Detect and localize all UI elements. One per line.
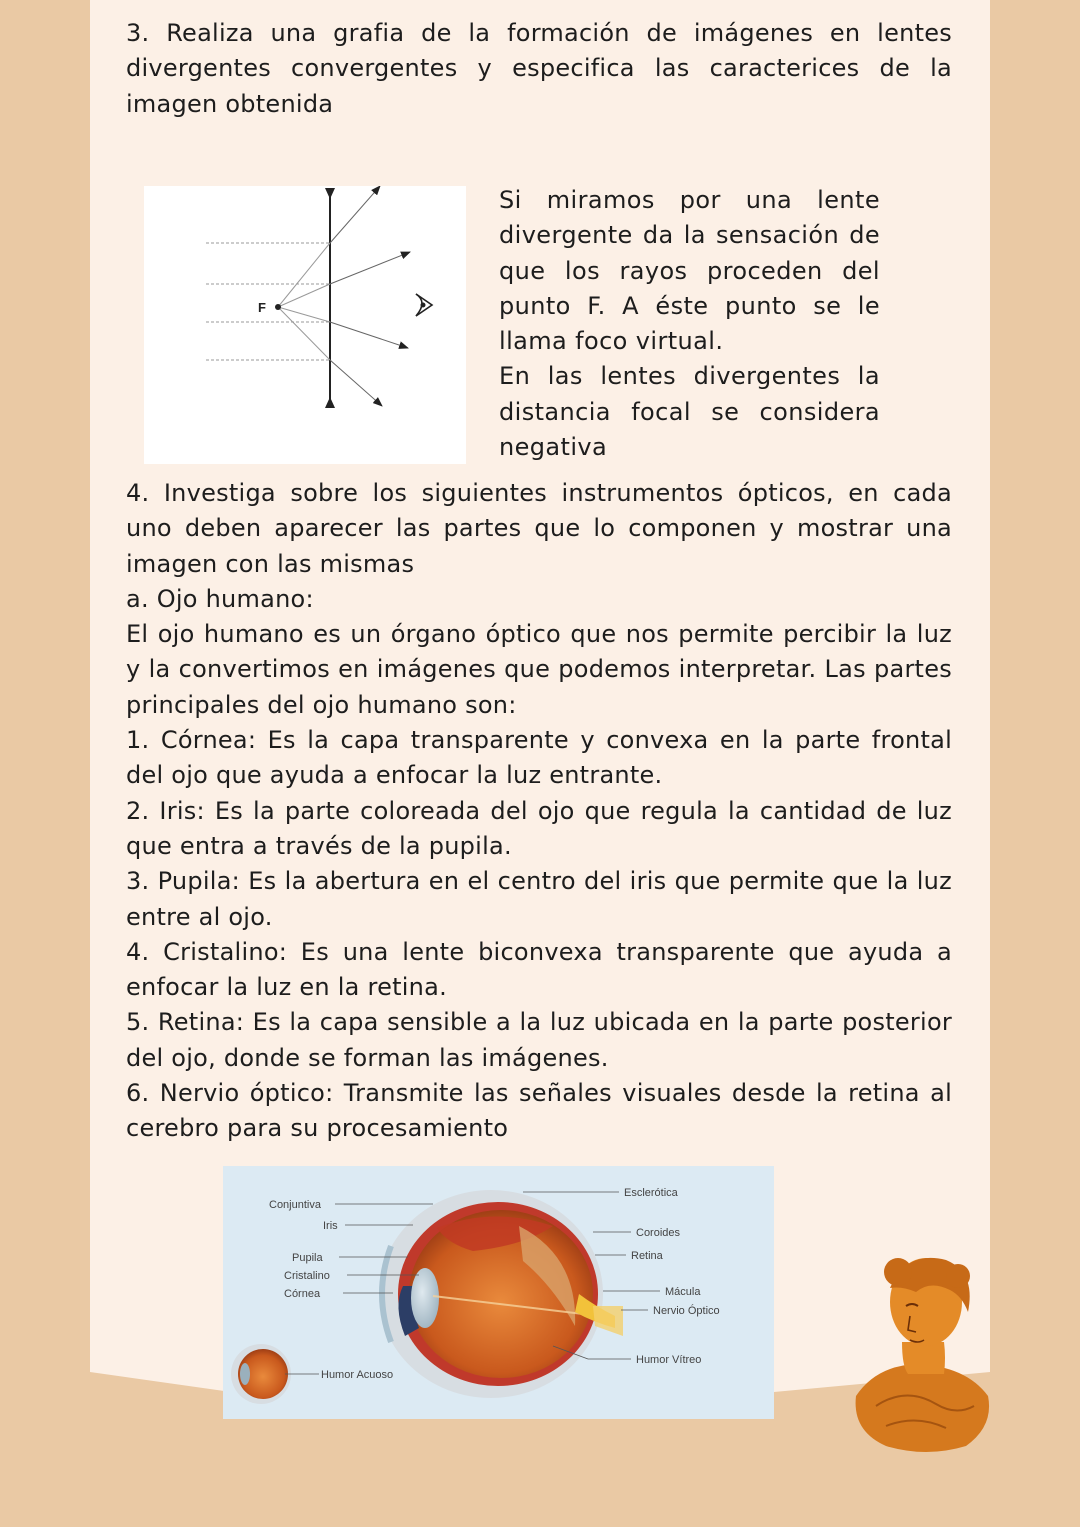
label-coroides: Coroides (636, 1227, 681, 1239)
focus-label: F (258, 300, 266, 315)
lens-description-2: En las lentes divergentes la distancia focal se considera negativa (499, 362, 880, 462)
label-pupila: Pupila (292, 1252, 323, 1264)
diverging-lens-figure (144, 186, 466, 464)
label-humor-acuoso: Humor Acuoso (321, 1369, 394, 1381)
label-retina: Retina (631, 1250, 663, 1262)
focus-point (275, 304, 281, 310)
section-4-heading: 4. Investiga sobre los siguientes instrumentos ópticos, en cada uno deben aparecer las partes que lo componen y mostrar una imagen con las mismas (126, 479, 952, 578)
label-esclerotica: Esclerótica (624, 1187, 678, 1199)
label-cristalino: Cristalino (284, 1270, 330, 1282)
eyeball-illustration (379, 1190, 623, 1398)
label-nervio-optico: Nervio Óptico (653, 1305, 720, 1317)
lens-description (499, 183, 880, 465)
section-4 (126, 476, 952, 1147)
label-conjuntiva: Conjuntiva (269, 1199, 321, 1211)
label-cornea: Córnea (284, 1288, 321, 1300)
eye-part-retina: 5. Retina: Es la capa sensible a la luz ubicada en la parte posterior del ojo, donde se forman las imágenes. (126, 1008, 952, 1072)
section-3-heading: 3. Realiza una grafia de la formación de imágenes en lentes divergentes convergentes y especifica las caracterices de la imagen obtenida (126, 19, 952, 118)
eye-intro: El ojo humano es un órgano óptico que nos permite percibir la luz y la convertimos en imágenes que podemos interpretar. Las partes principales del ojo humano son: (126, 620, 952, 719)
section-3 (126, 16, 952, 122)
label-macula: Mácula (665, 1286, 701, 1298)
eye-anatomy-figure (223, 1166, 774, 1419)
bust-illustration (846, 1246, 996, 1458)
eye-icon (416, 294, 432, 316)
eye-part-cornea: 1. Córnea: Es la capa transparente y convexa en la parte frontal del ojo que ayuda a enfocar la luz entrante. (126, 726, 952, 790)
eye-part-cristalino: 4. Cristalino: Es una lente biconvexa transparente que ayuda a enfocar la luz en la retina. (126, 937, 952, 1002)
eye-part-iris: 2. Iris: Es la parte coloreada del ojo que regula la cantidad de luz que entra a través de la pupila. (126, 796, 952, 860)
eye-part-pupila: 3. Pupila: Es la abertura en el centro del iris que permite que la luz entre al ojo. (126, 867, 952, 931)
label-humor-vitreo: Humor Vítreo (636, 1354, 702, 1366)
bust-icon (856, 1258, 989, 1452)
eye-part-nervio: 6. Nervio óptico: Transmite las señales visuales desde la retina al cerebro para su procesamiento (126, 1079, 952, 1143)
section-4-subheading: a. Ojo humano: (126, 584, 314, 613)
small-eye-illustration (231, 1344, 291, 1404)
label-iris: Iris (323, 1220, 338, 1232)
lens-description-1: Si miramos por una lente divergente da la sensación de que los rayos proceden del punto F. A éste punto se le llama foco virtual. (499, 186, 880, 356)
